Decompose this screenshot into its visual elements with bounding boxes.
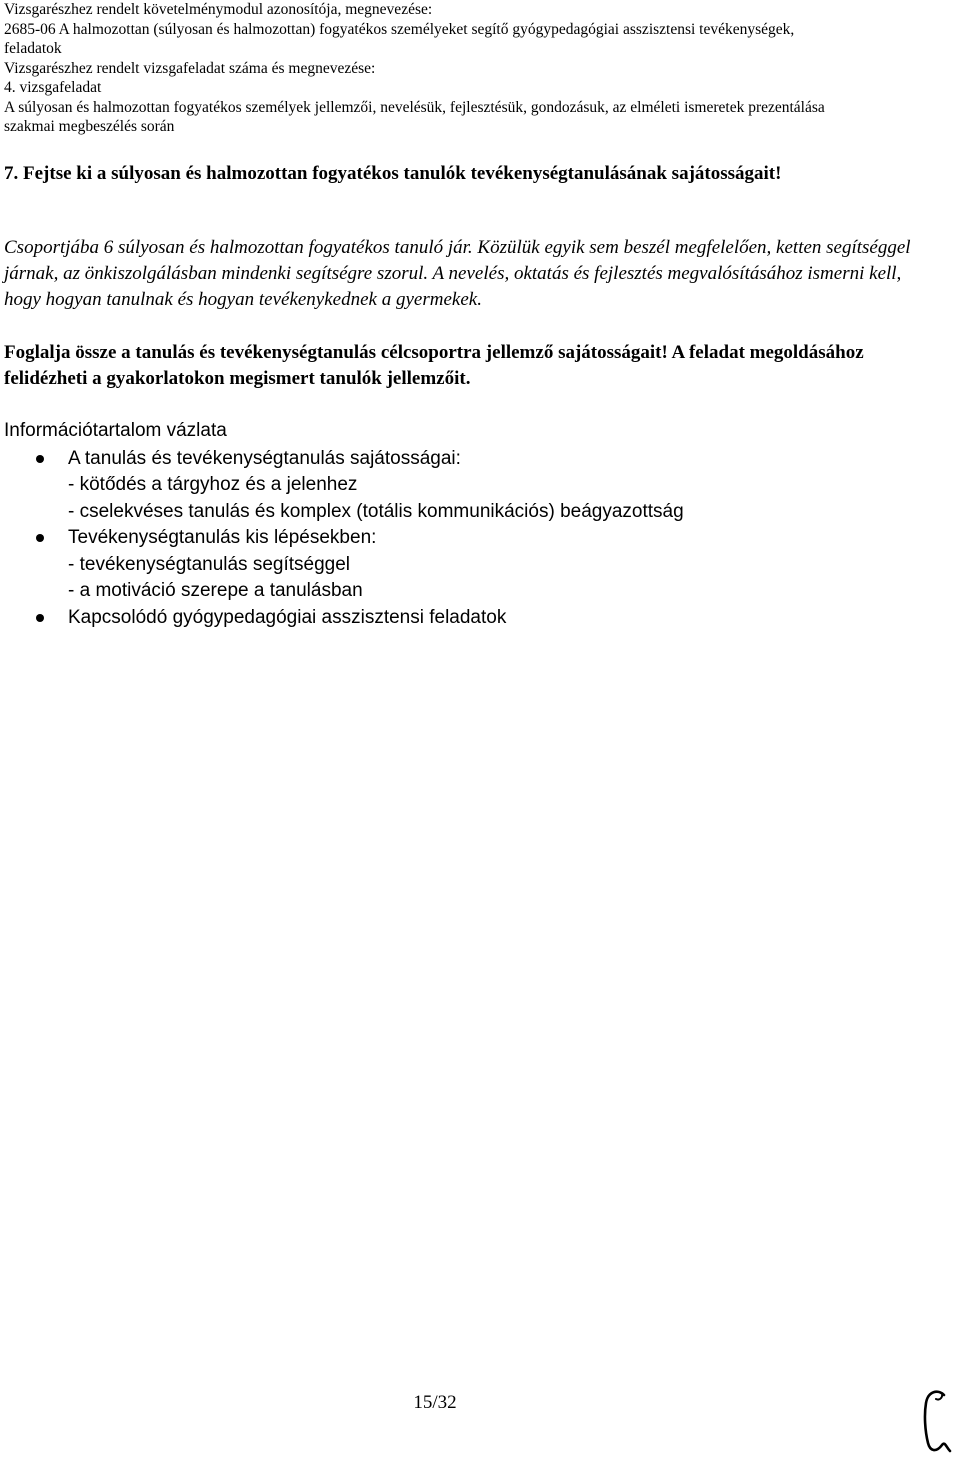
task-scenario: Csoportjába 6 súlyosan és halmozottan fogyatékos tanuló jár. Közülük egyik sem beszél megfelelően, ketten segítséggel járnak, az önkiszolgálásban mindenki segítségre szorul. A nevelés, oktatás és fejlesztés megvalósításához ismerni kell, hogy hogyan tanulnak és hogyan tevékenykednek a gyermekek. (4, 237, 911, 310)
outline-item-label: Kapcsolódó gyógypedagógiai asszisztensi feladatok (68, 606, 507, 628)
outline-subitem: - kötődés a tárgyhoz és a jelenhez (68, 474, 358, 495)
header-task-name: A súlyosan és halmozottan fogyatékos személyek jellemzői, nevelésük, fejlesztésük, gondozásuk, az elméleti ismeretek prezentálása (4, 98, 825, 116)
outline-item (4, 605, 934, 632)
information-outline (4, 418, 934, 631)
outline-subitem: - cselekvéses tanulás és komplex (totális kommunikációs) beágyazottság (68, 500, 684, 522)
bullet-icon (36, 534, 44, 542)
header-module-label: Vizsgarészhez rendelt követelménymodul azonosítója, megnevezése: (4, 1, 433, 18)
outline-subitem: - tevékenységtanulás segítséggel (68, 553, 351, 575)
header-task-number: 4. vizsgafeladat (4, 79, 102, 96)
bullet-icon (36, 455, 44, 463)
task-instruction: Foglalja össze a tanulás és tevékenységtanulás célcsoportra jellemző sajátosságait! A feladat megoldásához felidézheti a gyakorlatokon megismert tanulók jellemzőit. (4, 342, 864, 389)
outline-item-label: A tanulás és tevékenységtanulás sajátosságai: (68, 447, 461, 469)
signature-mark (916, 1385, 956, 1457)
outline-heading: Információtartalom vázlata (4, 420, 227, 441)
page-number: 15/32 (413, 1392, 457, 1413)
outline-subitem: - a motiváció szerepe a tanulásban (68, 580, 363, 601)
task-title: 7. Fejtse ki a súlyosan és halmozottan fogyatékos tanulók tevékenységtanulásának sajátosságait! (4, 163, 782, 184)
document-header (4, 0, 954, 137)
outline-item (4, 525, 934, 605)
header-task-label: Vizsgarészhez rendelt vizsgafeladat száma és megnevezése: (4, 59, 376, 77)
bullet-icon (36, 614, 44, 622)
outline-item-label: Tevékenységtanulás kis lépésekben: (68, 527, 377, 548)
outline-item (4, 446, 934, 526)
header-module-name: 2685-06 A halmozottan (súlyosan és halmozottan) fogyatékos személyeket segítő gyógypedagógiai asszisztensi tevékenységek, (4, 20, 795, 38)
header-module-name-cont: feladatok (4, 40, 62, 57)
header-task-name-cont: szakmai megbeszélés során (4, 118, 175, 135)
